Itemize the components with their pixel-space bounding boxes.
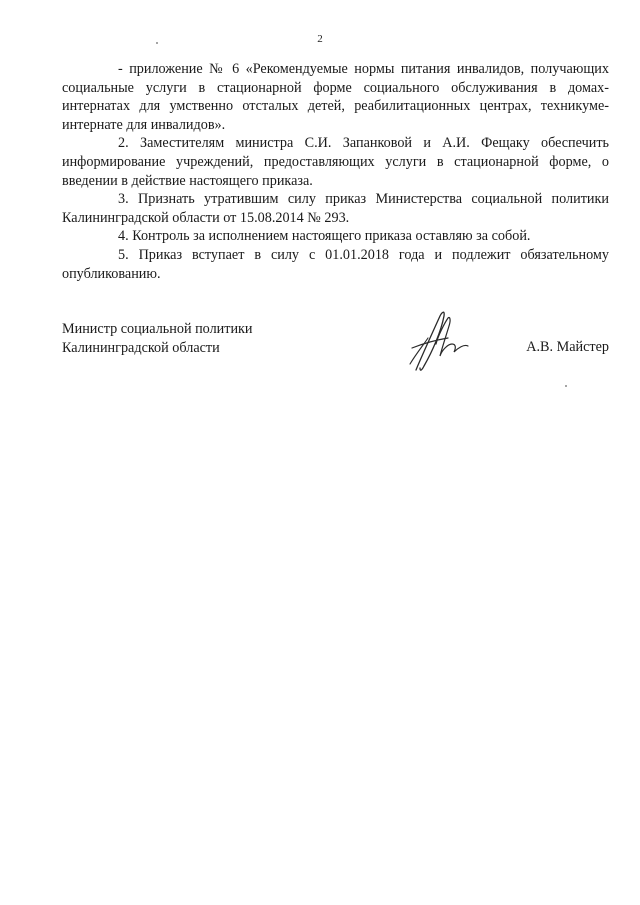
signer-title-line-2: Калининградской области [62,340,220,356]
signer-title [62,320,253,358]
paragraph-item-5: 5. Приказ вступает в силу с 01.01.2018 года и подлежит обязательному опубликованию. [62,246,609,282]
paragraph-item-3: 3. Признать утратившим силу приказ Министерства социальной политики Калининградской области от 15.08.2014 № 293. [62,191,609,226]
handwritten-signature [402,304,482,376]
signature-block [62,320,609,380]
document-body [62,60,609,283]
scan-speck [156,42,158,44]
scan-speck [565,385,567,387]
paragraph-item-2: 2. Заместителям министра С.И. Запанковой и А.И. Фещаку обеспечить информирование учреждений, предоставляющих услуги в стационарной форме, о введении в действие настоящего приказа. [62,135,609,189]
page-number: 2 [317,33,323,45]
signer-title-line-1: Министр социальной политики [62,321,253,337]
paragraph-item-4: 4. Контроль за исполнением настоящего приказа оставляю за собой. [118,228,531,245]
signer-name: А.В. Майстер [526,339,609,355]
paragraph-appendix-6: - приложение № 6 «Рекомендуемые нормы питания инвалидов, получающих социальные услуги в стационарной форме социального обслуживания в домах-интернатах для умственно отсталых детей, реабилитационных центрах, техникуме-интернате для инвалидов». [62,61,609,133]
